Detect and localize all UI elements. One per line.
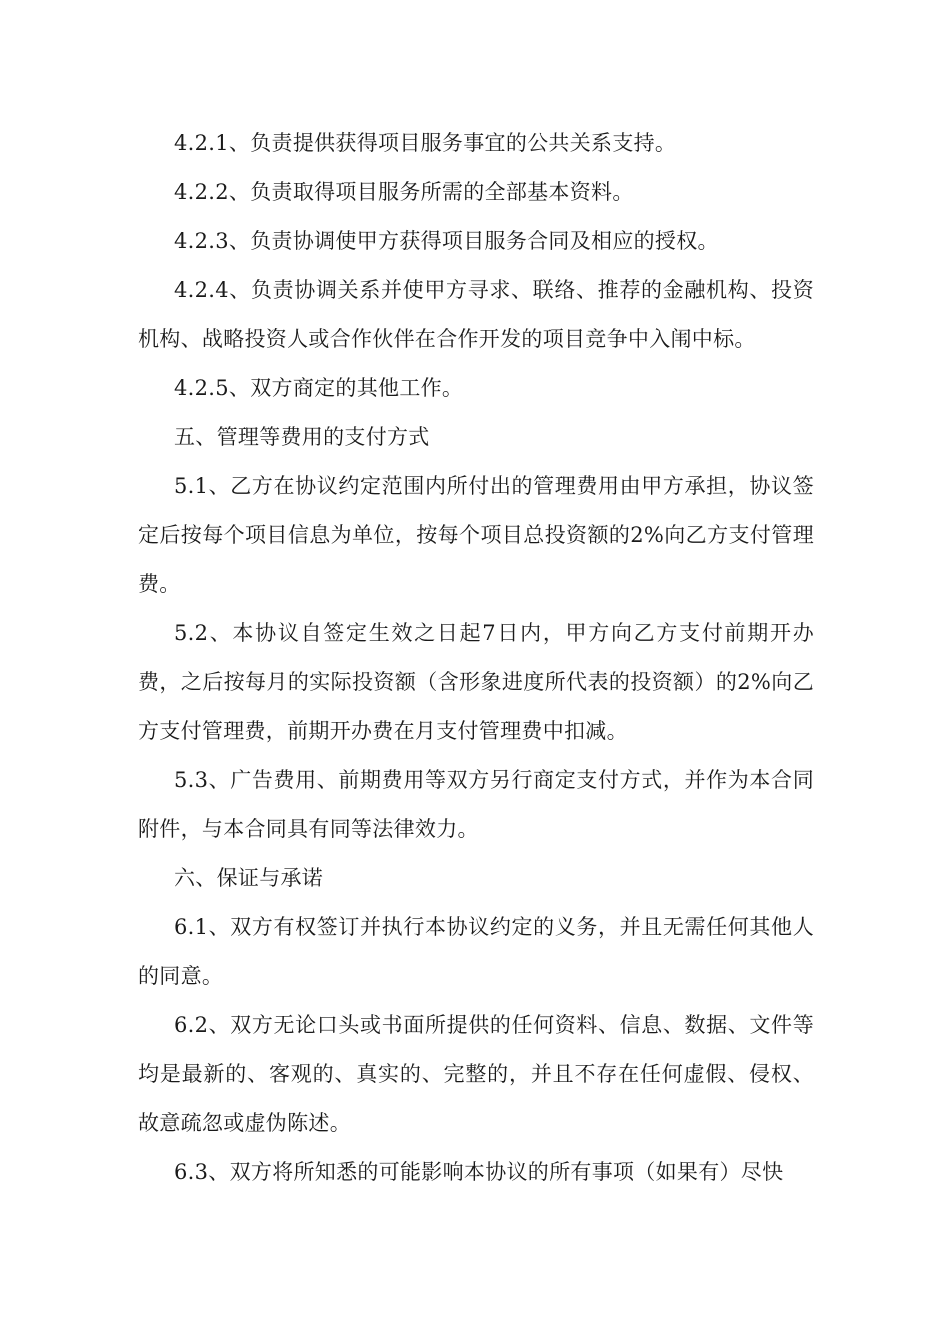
clause-4-2-1: 4.2.1、负责提供获得项目服务事宜的公共关系支持。 — [174, 131, 677, 155]
document-body — [138, 119, 814, 1197]
clause-5-1: 5.1、乙方在协议约定范围内所付出的管理费用由甲方承担，协议签定后按每个项目信息为单位，按每个项目总投资额的2%向乙方支付管理费。 — [138, 474, 814, 596]
section-heading-6: 六、保证与承诺 — [174, 866, 324, 890]
clause-6-1: 6.1、双方有权签订并执行本协议约定的义务，并且无需任何其他人的同意。 — [138, 915, 814, 988]
clause-6-2: 6.2、双方无论口头或书面所提供的任何资料、信息、数据、文件等均是最新的、客观的、真实的、完整的，并且不存在任何虚假、侵权、故意疏忽或虚伪陈述。 — [138, 1013, 814, 1135]
clause-4-2-4: 4.2.4、负责协调关系并使甲方寻求、联络、推荐的金融机构、投资机构、战略投资人或合作伙伴在合作开发的项目竞争中入闱中标。 — [138, 278, 814, 351]
section-heading-5: 五、管理等费用的支付方式 — [174, 425, 430, 449]
clause-6-3: 6.3、双方将所知悉的可能影响本协议的所有事项（如果有）尽快 — [174, 1160, 784, 1184]
clause-4-2-5: 4.2.5、双方商定的其他工作。 — [174, 376, 464, 400]
clause-5-3: 5.3、广告费用、前期费用等双方另行商定支付方式，并作为本合同附件，与本合同具有同等法律效力。 — [138, 768, 814, 841]
clause-4-2-3: 4.2.3、负责协调使甲方获得项目服务合同及相应的授权。 — [174, 229, 719, 253]
clause-5-2: 5.2、本协议自签定生效之日起7日内，甲方向乙方支付前期开办费，之后按每月的实际投资额（含形象进度所代表的投资额）的2%向乙方支付管理费，前期开办费在月支付管理费中扣减。 — [138, 621, 814, 743]
clause-4-2-2: 4.2.2、负责取得项目服务所需的全部基本资料。 — [174, 180, 634, 204]
